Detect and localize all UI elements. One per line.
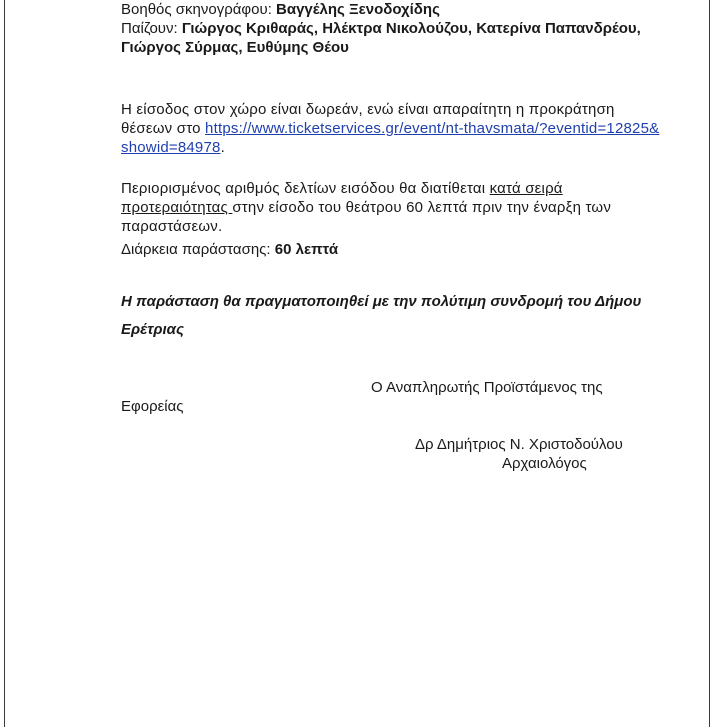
limited-text: Περιορισμένος αριθμός δελτίων εισόδου θα διατίθεται (121, 180, 490, 197)
page-border-left (4, 0, 5, 727)
assistant-set-designer-line (121, 0, 661, 19)
entry-text: Η είσοδος στον χώρο είναι δωρεάν, ενώ είναι απαραίτητη η προκράτηση θέσεων στο (121, 101, 615, 137)
page-border-right (709, 0, 710, 727)
cast-names-1: Γιώργος Κριθαράς, Ηλέκτρα Νικολούζου, Κατερίνα Παπανδρέου, (181, 20, 641, 37)
cast-line (121, 19, 661, 38)
entry-end: . (220, 139, 225, 156)
assistant-name: Βαγγέλης Ξενοδοχίδης (276, 1, 440, 18)
limited-text-end: στην είσοδο του θεάτρου 60 λεπτά πριν την έναρξη των παραστάσεων. (121, 199, 612, 235)
support-note: Η παράσταση θα πραγματοποιηθεί με την πολύτιμη συνδρομή του Δήμου Ερέτριας (121, 293, 642, 338)
signatory-title-2: Εφορείας (121, 398, 184, 415)
signatory-name: Δρ Δημήτριος Ν. Χριστοδούλου (415, 436, 623, 453)
duration-value: 60 λεπτά (274, 241, 339, 258)
duration-label: Διάρκεια παράστασης: (121, 241, 275, 258)
ticket-link[interactable]: https://www.ticketservices.gr/event/nt-thavsmata/?eventid=12825&showid=84978 (121, 120, 660, 156)
signatory-role: Αρχαιολόγος (502, 455, 587, 472)
entry-paragraph (121, 100, 661, 157)
signatory-title-1: Ο Αναπληρωτής Προϊστάμενος της (371, 379, 603, 396)
limited-tickets-paragraph (121, 179, 661, 236)
assistant-label: Βοηθός σκηνογράφου: (121, 1, 277, 18)
credits-block (121, 0, 661, 57)
cast-label: Παίζουν: (121, 20, 182, 37)
duration-line (121, 240, 661, 259)
cast-names-2: Γιώργος Σύρμας, Ευθύμης Θέου (121, 39, 349, 56)
priority-order-text: κατά σειρά προτεραιότητας (121, 180, 563, 216)
